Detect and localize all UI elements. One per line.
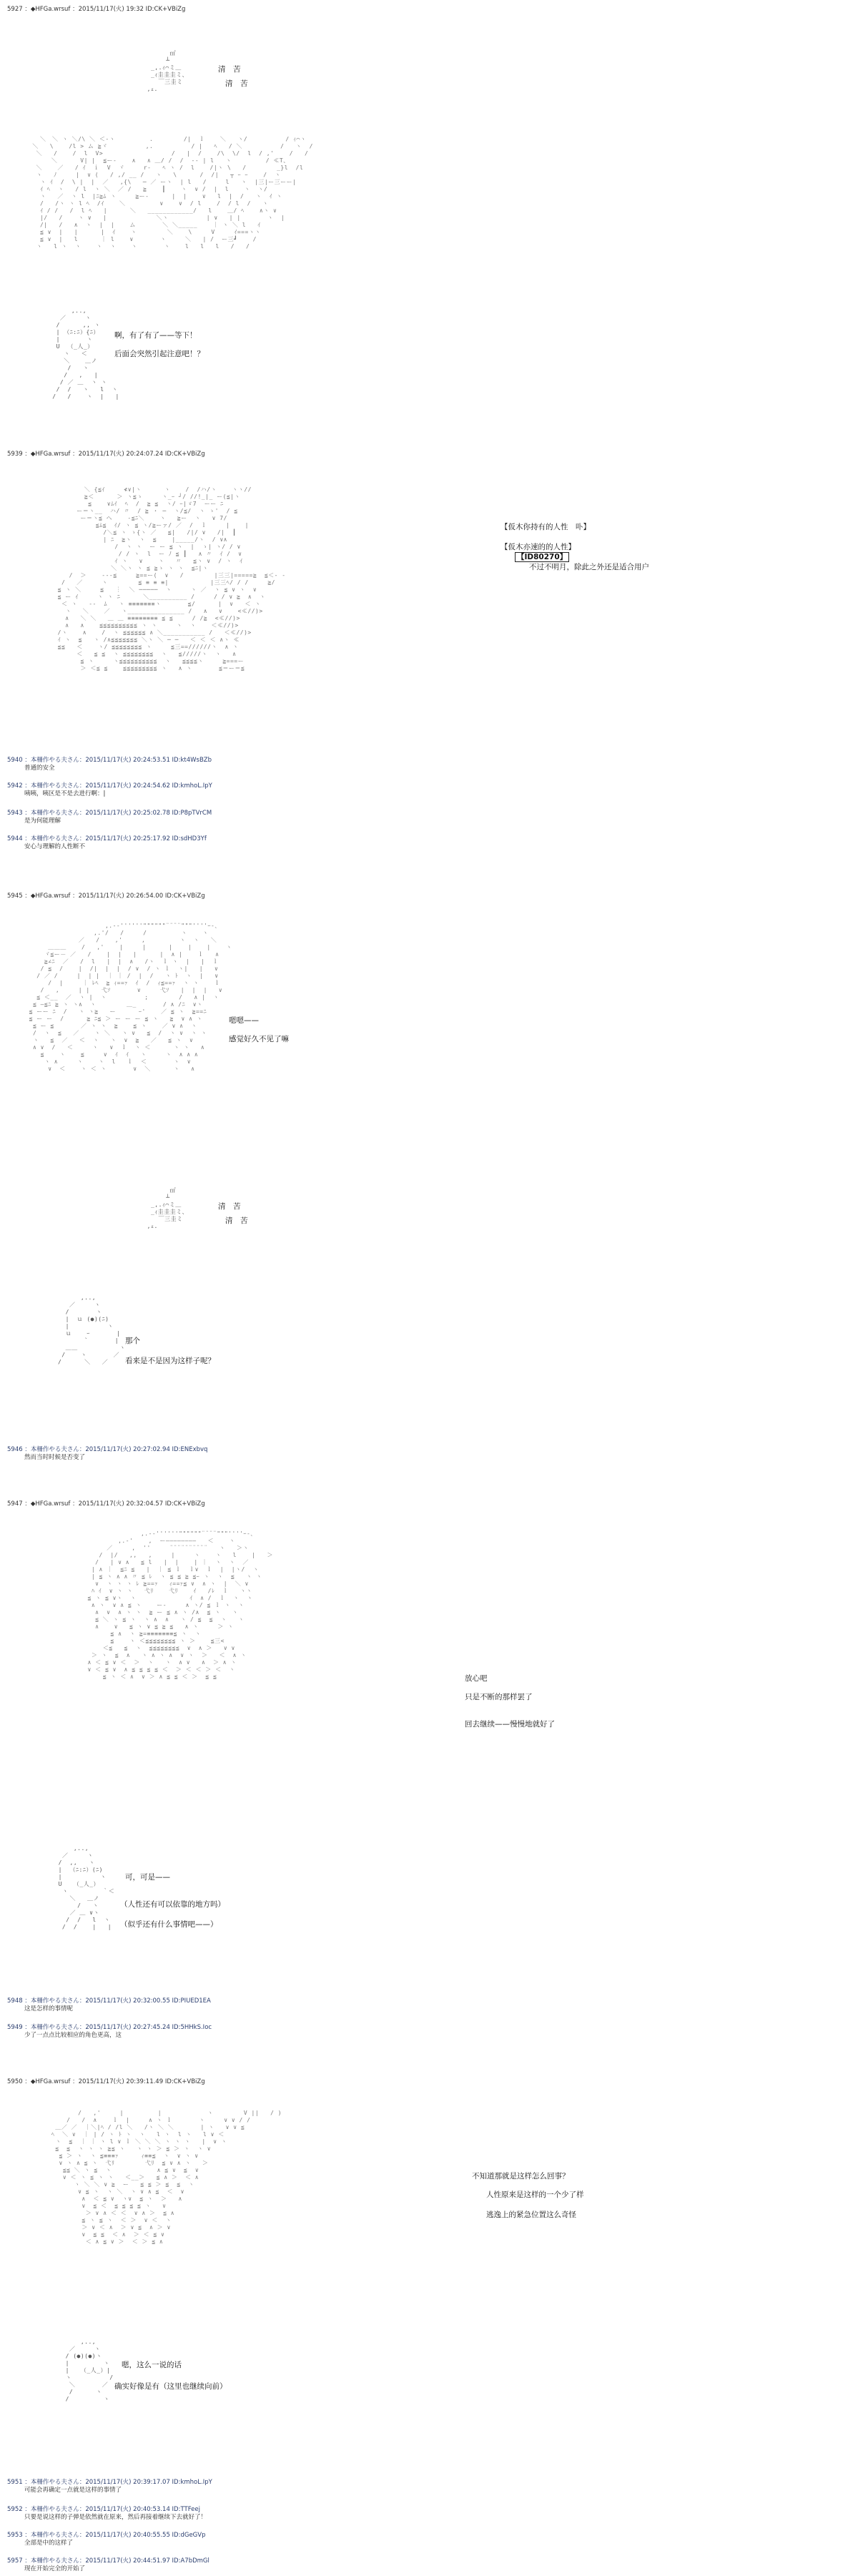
dialog-line: 【仮木亦速的的人性】 xyxy=(500,543,576,551)
dialog-line: 后面会突然引起注意吧！？ xyxy=(114,350,204,358)
ascii-art-crowd: ＼ ＼ ヽ ＼/\ ＼ ＜-ヽ . /| ｌ ＼ ヽ/ / ｨ⌒ヽ ＼ \ /l > ム ≧ヾ ,. / | ﾍ / ＼ / ヽ / ＼ / / l V> / | / /\ \/ l / ,' / / ＼ V| | ≦ー‐ ∧ ∧ ＿/ / / -‐ | l ヽ / ≪T、 ＼ ／ / ｲ ｉ V ヾ r‐ ﾍ ヽ / l /|ヽ \ / _}l /l ヽ ﾉ | ∨ ( / ,/ __ / ヽ \ / /| ┬ ｰ ｰ / ヽ ヽ ｲ / \ | | ／ ,{\ ─ ／ ーヽ | l / l ヽ |三|ー三ーー| ｲ ﾍ ヽ / l ヽ ＼ ／ / ≧ ┃ ヽ ∨ / | l ヽ ヽ/ ヽ ／ ヽ l |ﾆ≧ﾑ ヽ ≧ー‐ | | ∨ l | / ヽ ｲ ヽ / /ヽ ヽ l ﾍ /ｲ ＼ ∨ ∨ / l / / l / ヽ ｲ / / / l ﾍ | ＼ ____________/ l ＿/ ﾍ ∧ヽ ∨ |/ / ヽ ∨ | ＼ヽ | ∨ | | ヽ | /| / ∧ ヽ | | ム ＼ ＼_____ ｜ ヽ ＼ l ｲ ≦ ∨ | | | ｲ ヽ ＼ \ V ｲ===ヽヽ ≦ ∨ | l ｜ l ∨ ヽ ＼ | / ー三┛ / ヽ l ヽ ヽ ヽ ヽ ヽ ヽ l l l / / xyxy=(32,136,313,250)
post-header: 5947 ：◆HFGa.wrsuf ：2015/11/17(火) 20:32:04.57 ID:CK+VBiZg xyxy=(7,1500,205,1508)
dialog-line: 清 苦 xyxy=(218,65,241,74)
dialog-line: 放心吧 xyxy=(465,1674,488,1683)
reply-header: 5949 ：本柵作やる夫さん：2015/11/17(火) 20:27:45.24 ID:5HHkS.Ioc xyxy=(7,2024,212,2031)
reply xyxy=(7,2506,207,2522)
ascii-art-character-large: ,.-‐''''''""""""¨¨¨¨"""''''ｰ-､ ,.'/ / / ヽ ヽ ／ / ,' , ヽ ヽ ＼ ＿＿＿ / ,' | | | | | ヽ ヾ≦ー－ ／ / | | | | ∧ | ｌ ∧ ≧∠ﾆ ／ / l | | ∧ /ヽ ｌ ヽ | | ｌ / ≦ / | /| | | / ∨ / ヽ ｌ ヽ| | ∨ / ／ / | | | ｜ ｜ / | / ヽ ﾄ ヽ | ∨ / | ｜ ﾚﾍ ≧ ｨ==ｧ ｲ / ｨ≦==ｧ ヽ ヽ ｌ / , | | 弋ｿ ∨ 弋ｿ | | | ∨ ≦ ＜__ ／ ヽ | ヽ ; / ∧ | ヽ ≦ ―≦ﾆ ≧ ヽ ヽ∧ ヽ ＿_ / ∧ /ﾆ ∨ヽ ≦ ーー ﾆ / ヽ ヽ≧ ー ｰ' ／ ≦ ヽ ≧==ﾆ ≦ ー ー / ≧ ﾆ≦ ＞ ー ー ー ≦ ヽ ≧ ∨ ∧ ヽ ≦ ー ≦ ／ ヽ ヽ ≧ ≦ ヽ ／ ∨ ∧ ヽ / ヽ ≦ ／ ヽ ＼ ヽ ∨ ≦ / ヽ ∨ ヽ ヽ ヽ ≦ ／ ＜ ヽ ヽ ∨ ≧ ／ ≦ ヽ ∨ ∧ ∨ / ＜ ヽ ∨ ｌ ヽ ＜ ヽ ヽ ∧ ≦ ヽ ≦ ∨ ｲ ｲ ヽ ヽ ∧ ∧ ∧ ヽ ∧ ヽ ヽ l ｌ ＜ ヽ ∨ ∨ ＜ ヽ ＜ ヽ ∨ ＼ ヽ ∧ xyxy=(29,923,232,1072)
reply-body: 安心与理解的人性断不 xyxy=(24,843,86,850)
dialog-line: 清 苦 xyxy=(225,1216,248,1225)
ascii-art-crowd: ＼ {≦ｲ ≮∨|ヽ ヽ / /ハ/ヽ ヽヽ// ≧＜ ＞ ヽ≦ゝ ヽ_ｰ ┘/ //!_|_ ー(≦|ヽ ≦ ∨ﾑｲ ﾍ / ≧ ≦ ヽ/ ｰ|ゞ7 ーー ﾆ ー＝ヽ__ ハ/ 〃 / ≧ ・ ─ ヽ/≦/ ヽ ゝ' / ≦ ー＝ヽ≦ ヘ -≦ﾆ＼ ヽ ≧ー ヽ ∨ 7/ ≦ﾑ≦ ｲ/ ヽ ≦ ヽ/≧ーァ/ ／ / ｌ | | /＼≦ ヽ ゝ{ヽ ／ ≦| /|/ ∨ /| ┃ | ﾆ ≧ヽ ヽ ≦ |_____/ヽ / ∨∧ / ヽ ヽ ー ー ≦ ヽ | ゝ| ヽ/ / ∨ / / ヽ l ー ﾉ ≦ ┃ ∧ 〃 ｲ / ∨ ｲ ヽ ∨ ヽ 〃 ≦ヽ ∨ / ヽ ｲ ＼ ＼ヽ ヽ ≦ ≧ゝ ヽ ヽ ≦ﾆ|ヽ / ＞ ---≦ ≧==ー( ∨ / |三三|=====≧ ≦＜- - / ／ ヽ ≦ ≡ ≡ ≡| |三三ﾍ/ / / ≧/ ≦ ヽ ＼ ≦ ︙ ＼ ───── ヽ ヽ ／ ヽ ≦ ∨ ヽ ∨ ≦ ー ｲ ヽ ヽ ﾆ ＼__________ / / / ∨ ≧ ∧ ヽ ＜ ヽ ‐‐ ﾑ ヽ ≡≡≡≡≡≡≡ヽ ≦/ | ∨ ＜ ヽ ヽ ＼ ／ ヽ_______________ / ∧ ∨ <≪//)> ∧ ＼ ＼ ＿ ＿ ≡≡≡≡≡≡≡≡ ≦ ≦ / /≧ <≪//)> ∧ ∧ ≦≦≦≦≦≦≦≦≦≦ ヽ ヽ ヽ ヽ ＜≪//)> /ヽ ∧ / ヽ ≦≦≦≦≦≦ ∧ ＼___________ / ＜≪//)> ｲ ヽ ≦ ヽ /∧≦≦≦≦≦≦≦ ＼ヽ ＼ ─ ─ ＜ ＜ ＜ ∧ヽ ≪ ≦≦ ＜ ヽ/ ≦≦≦≦≦≦≦≦ ヽ ≦三==//////ヽ ∧ ヽ ＜ ≦ ≦ ヽ ≦≦≦≦≦≦≦≦ ヽ ≦/////ヽ ヽ ∧ ≦ ヽ ヽ≦≦≦≦≦≦≦≦≦≦ ヽ ≦≦≦≦ヽ ≧===ー ＞ ＜≦ ≦ ≦≦≦≦≦≦≦≦≦ ヽ ∧ ヽ ≦＝ー＝≦ xyxy=(57,486,286,672)
reply-body: 普通的安全 xyxy=(24,765,55,772)
dialog-line: 可，可是—— xyxy=(125,1873,170,1882)
reply-body: 是为何能理解 xyxy=(24,817,61,825)
reply-header: 5946 ：本柵作やる夫さん：2015/11/17(火) 20:27:02.94 ID:ENExbvq xyxy=(7,1446,208,1453)
reply xyxy=(7,757,212,772)
reply-header: 5953 ：本柵作やる夫さん：2015/11/17(火) 20:40:55.55 ID:dGeGVp xyxy=(7,2532,206,2539)
reply xyxy=(7,1446,207,1462)
reply-body: 少了一点点比较相应的角色更高，这 xyxy=(24,2032,122,2039)
reply-body: 然而当时时候是否变了 xyxy=(24,1454,86,1461)
dialog-line: 确实好像是有（这里也继续向前） xyxy=(114,2382,227,2391)
post-header: 5945 ：◆HFGa.wrsuf ：2015/11/17(火) 20:26:54.00 ID:CK+VBiZg xyxy=(7,893,205,900)
dialog-line: 【仮木你持有的人性 卟】 xyxy=(500,523,591,531)
dialog-line: （似乎还有什么事情吧——） xyxy=(120,1920,218,1929)
dialog-line: （人性还有可以依靠的地方吗） xyxy=(120,1900,225,1909)
reply-body: 只要是说这样的子弹是依然就在原来，然后再接着继续下去就好了！ xyxy=(24,2514,207,2521)
reply-header: 5957 ：本柵作やる夫さん：2015/11/17(火) 20:44:51.97 ID:A7bDmGl xyxy=(7,2557,209,2565)
reply xyxy=(7,2557,209,2573)
reply xyxy=(7,2532,205,2547)
post-header: 5939 ：◆HFGa.wrsuf ：2015/11/17(火) 20:24:07.24 ID:CK+VBiZg xyxy=(7,451,205,458)
post-header: 5950 ：◆HFGa.wrsuf ：2015/11/17(火) 20:39:11.49 ID:CK+VBiZg xyxy=(7,2078,205,2085)
reply-body: 现在开始完全的开始了 xyxy=(24,2565,86,2572)
ascii-art-character-large: / ,' | | ヽ V || / ) / / ∧ ｌ | ∧ ヽ ｌ ヽ ∨ ∨ / / ＿／ ／ ｜＼|ﾍ / /l ＼ /ヽ ＼ ＼ | ヽ ∨ ∨ ≦ ﾍ ＼ ∨ ｜ | / ヽ ﾄ ヽ ヽ l ヽ l ヽ l ∨ ＜ ヽ ≦ ｜ ｜ ヽ l ∨ ｌ ＼ ＼ ＼ ヽ ヽ ヽ | ∨ ヽ ≦ ≦ ヽ ヽ ヽ ≧≦ ヽ ヽ ヽ ＞ ≦ ＞ ヽ ヽ ∨ ≦ ＞ ヽ ヽ ≦≡≡≡ｧ ｨ≡≡≦ ヽ ∨ ヽ ∨ ∨ ヽ ∧ ≦ ヽ 弋ﾘ 弋ﾘ ≦ ∨ ∧ ヽ ＞ ≦≦ ＼ ヽ ≦ ヽ ∧ ≦ ∨ ≦ ∨ ∨ ＜ ヽ ≦ ヽ ヽ ＜__＞ ≦ ∧ ＞ ＜ ∧ ヽ ＼ ＼ ∨ ≧ ー ≦ ≦ ＞ ≦ ≦ ヽ ∨ ≦ ヽ ヽ ＼ ヽ ∨ ∧ ≦ ＜ ∨ ∧ ＜ ≦ ∨ ヽ∨ ≦ ヽ ＞ ∧ ∨ ≦ ＜ ≦ ≦ ≦ ≦ ヽ ∨ ＞ ∨ ∧ ＜ ＜ ∨ ∧ ＞ ≦ ∧ ≦ ヽ ≦ ヽ ＜ ＞ ∨ ＜ ヽ ＞ ∨ ＜ ∧ ＞ ∨ ≦ ∧ ＞ ∨ ∨ ≦ ≦ ＜ ∧ ＞ ＜ ≦ ∨ ＜ ∧ ≦ ∨ ＞ ＜ ＞ ≦ ∧ xyxy=(51,2110,282,2245)
reply-body: 全部是中的这样了 xyxy=(24,2540,74,2547)
ascii-art-character: ,.., ／ ヽ / (●)(●)ヽ | ヽ | （_人_）| ヽ / ＼ ／ / ヽ / ヽ xyxy=(65,2339,114,2402)
reply xyxy=(7,810,212,825)
dialog-line: 不知道那就是这样怎么回事？ xyxy=(472,2172,570,2181)
reply xyxy=(7,782,212,798)
reply-header: 5948 ：本柵作やる夫さん：2015/11/17(火) 20:32:00.55 ID:PIUED1EA xyxy=(7,1997,211,2005)
dialog-line: 那个 xyxy=(125,1337,140,1345)
dialog-line: 嗯，这么一说的话 xyxy=(122,2361,182,2369)
dialog-line: 只是不断的那样罢了 xyxy=(465,1693,533,1701)
reply xyxy=(7,2024,212,2040)
reply xyxy=(7,1997,211,2013)
dialog-line xyxy=(515,552,569,563)
dialog-line: 看来是不是因为这样子呢？ xyxy=(125,1357,215,1365)
dialog-line: 清 苦 xyxy=(218,1202,241,1211)
reply-body: 这是怎样的事情呢 xyxy=(24,2005,74,2012)
dialog-line: 啊，有了有了——等下！ xyxy=(114,331,197,340)
dialog-line: 清 苦 xyxy=(225,79,248,88)
reply-header: 5942 ：本柵作やる夫さん：2015/11/17(火) 20:24:54.62 ID:kmhoL.IpY xyxy=(7,782,212,790)
reply-header: 5952 ：本柵作やる夫さん：2015/11/17(火) 20:40:53.14 ID:TTFeej xyxy=(7,2506,200,2513)
dialog-line: 不过不明月，除此之外还是适合用户 xyxy=(529,563,649,571)
ascii-art-stamp: ㎡ ┴ _,.ｨ⌒ミ＿ _ｨ圭圭圭ミ、 ￣三圭ミ ,ｪ. xyxy=(147,50,188,92)
reply-header: 5940 ：本柵作やる夫さん：2015/11/17(火) 20:24:53.51 ID:kt4WsBZb xyxy=(7,757,212,764)
ascii-art-stamp: ㎡ ┴ _,.ｨ⌒ミ＿ _ｨ圭圭圭ミ、 ￣三圭ミ ,ｪ. xyxy=(147,1187,188,1229)
dialog-line: 感觉好久不见了嘛 xyxy=(229,1035,289,1043)
reply xyxy=(7,835,207,851)
reply-body: 可能会再确定一点就是这样的事情了 xyxy=(24,2487,122,2494)
ascii-art-character: ,.., ／ ヽ / ヽ | ｕ (●)(ﾆ) | ヽ ｕ ｰ | ` | ＿＿ ヽ / ヽ ／ / ＼ ／ xyxy=(57,1294,126,1365)
reply-header: 5951 ：本柵作やる夫さん：2015/11/17(火) 20:39:17.07 ID:kmhoL.IpY xyxy=(7,2479,212,2486)
reply-header: 5943 ：本柵作やる夫さん：2015/11/17(火) 20:25:02.78 ID:P8pTVrCM xyxy=(7,810,212,817)
ascii-art-character: ,.., ／ ヽ / ,, ヽ | （ﾆ:ﾆ）(ﾆ) | ヽ U （_人_） ヽ ｀＜ ＼ ＿ノ / ヽ ／ ＿ ∨ヽ / / l ヽ / / | | xyxy=(58,1845,115,1930)
ascii-art-character: ,.., ／ ヽ / ,, ヽ | （ﾆ:ﾆ）{ﾆ） | ヽ U （_人_） ヽ ＜ ＼ ＿ノ / ヽ / , | / ／ ＿ ヽ ヽ / / ヽ l ヽ / / ヽ | | xyxy=(52,308,119,400)
dialog-line: 嗯嗯—— xyxy=(229,1016,259,1025)
reply-header: 5944 ：本柵作やる夫さん：2015/11/17(火) 20:25:17.92 ID:sdHD3Yf xyxy=(7,835,207,842)
ascii-art-character-large: ,.-‐''''''""""""¨¨¨¨"""''''ｰ-､ ,.-' , ー―――――――― ＜ ヽ ／ , '' ¨¨¨¨¨¨¨¨¨¨ ヽ ＞ヽ / |/ ,, , | ヽ ヽ l | ＞ / | ∨ ∧ ≦ l | | | ｜ ヽ ヽ ／ | ∧ ｜ ≦ﾆ ≦ | ｜ ≦ ｌ ｌ∨ ｌ | |ヽ/ ヽ | ≦ ヽ ∧ ∧ 〃 ≦ ﾚ ヽ ≦ ≦ ≧ ≦ｰ ヽ ヽ ≦ ヽ ヽ ∨ ヽ ヽ ヽ ﾚ ≧==ｧ ｨ==ｧ≦ ∨ ∧ ヽ | ＼ ∨ ﾊ ｲ ∨ ヽ ヽ 弋ﾘ 弋ﾘ ｲ /ﾚ ｌ ヽヽ ≦ ヽ ≦ ∨ヽ ヽ ｲ ∧ / ｌ ヽ ヽ ∧ ヽ ∨ ∧ ≦ ヽ ー‐ ∧ ヽ/ ≦ ｌ ヽ ヽ ∧ ∨ ∧ ヽ ヽ ≧ ー ≦ ∧ ヽ /∧ ≦ ヽ ヽ ≦ ＼ ヽ ≦ ヽ ヽ ∧ ∧ ヽ / ≦ ≦ ヽ ヽ ∧ ∨ ≦ ヽ ∨ ≦ ≧ ≦ ∧ ヽ ＞ ヽ ≦ ∧ ヽ ≧=≡≡≡≡≡≡≡≦ ヽ ヽ ≦ ヽ ＜≦≦≦≦≦≦≦≦ ヽ ＞ ≦三< ＜≦ ≦ ヽ ≦≦≦≦≦≦≦≦ ∨ ∧ ＞ ∨ ∨ ＞ ヽ ≦ ∧ ヽ ∧ ヽ ∧ ∨ ヽ ＞ ＜ ∧ ヽ ∧ ＜ ≦ ∨ ＜ ＞ ヽ ヽ ∧ ∨ ∧ ＞ ∧ ヽ ∨ ＜ ≦ ∨ ∧ ≦ ≦ ≦ ≦ ＜ ＞ ＜ ＜ ＞ ＜ ヽ ≦ ヽ ＜ ∧ ∨ ＞ ∧ ≦ ≦ ＜ ＞ ≦ ≦ xyxy=(87,1530,273,1680)
dialog-line: 逃逸上的紧急位置这么奇怪 xyxy=(486,2211,576,2219)
dialog-line: 回去继续——慢慢地就好了 xyxy=(465,1720,555,1729)
dialog-line: 人性原来是这样的一个少了样 xyxy=(486,2191,584,2199)
highlight-id: 【ID80270】 xyxy=(515,552,569,562)
reply-body: 咦咦，咦区是不是去进行啊：| xyxy=(24,790,106,797)
reply xyxy=(7,2479,212,2494)
post-header: 5927 ：◆HFGa.wrsuf ：2015/11/17(火) 19:32 ID:CK+VBiZg xyxy=(7,6,186,13)
